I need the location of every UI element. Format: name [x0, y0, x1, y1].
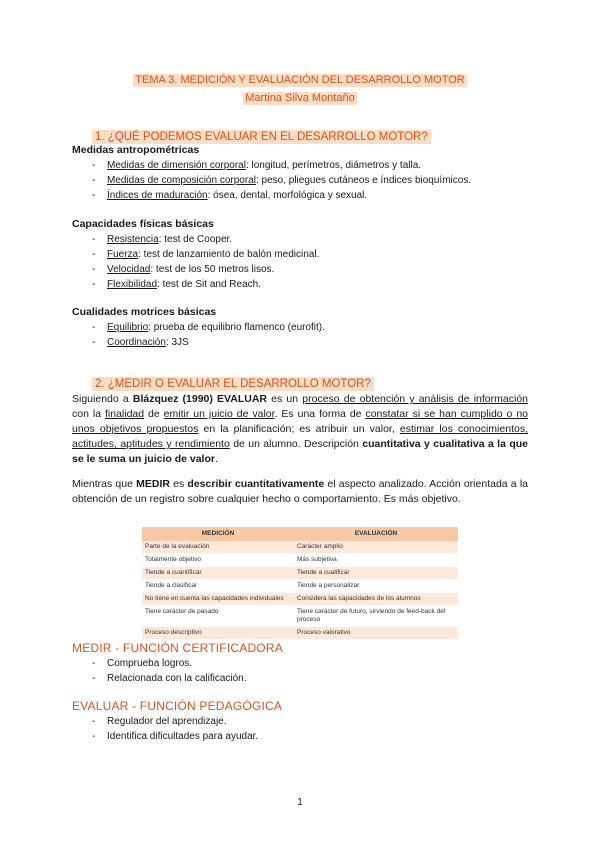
- list-item: - Resistencia: test de Cooper.: [92, 234, 233, 245]
- motor-qualities-list: [92, 320, 325, 350]
- table-row: [142, 567, 458, 580]
- table-cell: Tiende a cualificar: [294, 567, 458, 580]
- table-cell: Totalmente objetivo: [142, 554, 294, 567]
- medir-definition-paragraph: Mientras que MEDIR es describir cuantitativamente el aspecto analizado. Acción orientada a la obtención de un registro sobre cualquier hecho o comportamiento. Es más objetivo.: [72, 478, 528, 505]
- table-cell: Considera las capacidades de los alumnos: [294, 593, 458, 606]
- table-cell: Tiende a cuantificar: [142, 567, 294, 580]
- list-item: - Flexibilidad: test de Sit and Reach.: [92, 279, 261, 290]
- medir-function-list: [92, 656, 247, 686]
- table-row: [142, 554, 458, 567]
- title-block: [0, 70, 600, 106]
- list-item: - Comprueba logros.: [92, 658, 193, 669]
- column-header-medicion: MEDICIÓN: [142, 527, 294, 541]
- anthropometric-list: [92, 158, 471, 203]
- table-cell: Tiende a clasificar: [142, 580, 294, 593]
- table-row: [142, 580, 458, 593]
- section-2-heading: 2. ¿MEDIR O EVALUAR EL DESARROLLO MOTOR?: [92, 377, 374, 391]
- physical-capacities-heading: Capacidades físicas básicas: [72, 218, 214, 230]
- comparison-table: [142, 527, 458, 640]
- column-header-evaluacion: EVALUACIÓN: [294, 527, 458, 541]
- motor-qualities-heading: Cualidades motrices básicas: [72, 306, 217, 318]
- table-row: [142, 541, 458, 554]
- table-header-row: [142, 527, 458, 541]
- medir-function-heading: MEDIR - FUNCIÓN CERTIFICADORA: [72, 641, 283, 655]
- table-cell: Parte de la evaluación: [142, 541, 294, 554]
- evaluar-function-heading: EVALUAR - FUNCIÓN PEDAGÓGICA: [72, 699, 283, 713]
- list-item: - Identifica dificultades para ayudar.: [92, 731, 259, 742]
- list-item: - Relacionada con la calificación.: [92, 673, 247, 684]
- table-cell: Más subjetiva: [294, 554, 458, 567]
- document-title: TEMA 3. MEDICIÓN Y EVALUACIÓN DEL DESARROLLO MOTOR: [135, 74, 465, 86]
- list-item: - Medidas de dimensión corporal: longitud, perímetros, diámetros y talla.: [92, 160, 422, 171]
- list-item: - Velocidad: test de los 50 metros lisos.: [92, 264, 275, 275]
- table-cell: No tiene en cuenta las capacidades individuales: [142, 593, 294, 606]
- list-item: - Fuerza: test de lanzamiento de balón medicinal.: [92, 249, 320, 260]
- list-item: - Equilibrio: prueba de equilibrio flamenco (eurofit).: [92, 322, 325, 333]
- evaluar-function-list: [92, 714, 258, 744]
- list-item: - Coordinación: 3JS: [92, 337, 189, 348]
- list-item: - Índices de maduración: ósea, dental, morfológica y sexual.: [92, 190, 368, 201]
- table-row: [142, 606, 458, 627]
- table-cell: Tiende a personalizar: [294, 580, 458, 593]
- physical-capacities-list: [92, 232, 319, 292]
- anthropometric-heading: Medidas antropométricas: [72, 144, 200, 156]
- table-cell: Carácter amplio: [294, 541, 458, 554]
- evaluar-definition-paragraph: Siguiendo a Blázquez (1990) EVALUAR es un proceso de obtención y análisis de información con la finalidad de emitir un juicio de valor. Es una forma de constatar si se han cumplido o no unos objetivos propuestos en la planificación; es atribuir un valor, estimar los conocimientos, actitudes, aptitudes y rendimiento de un alumno. Descripción cuantitativa y cualitativa a la que se le suma un juicio de valor.: [72, 393, 529, 465]
- table-cell: Tiene carácter de futuro, sirviendo de feed-back del proceso: [294, 606, 458, 627]
- table-cell: Proceso descriptivo: [142, 627, 294, 640]
- table-row: [142, 593, 458, 606]
- table-row: [142, 627, 458, 640]
- list-item: - Regulador del aprendizaje.: [92, 716, 227, 727]
- table-cell: Tiene carácter de pasado: [142, 606, 294, 627]
- page-number: 1: [297, 797, 303, 808]
- document-author: Martina Silva Montaño: [245, 92, 355, 104]
- table-cell: Proceso valorativo: [294, 627, 458, 640]
- list-item: - Medidas de composición corporal: peso, pliegues cutáneos e índices bioquímicos.: [92, 175, 472, 186]
- section-1-heading: 1. ¿QUÉ PODEMOS EVALUAR EN EL DESARROLLO MOTOR?: [92, 130, 431, 144]
